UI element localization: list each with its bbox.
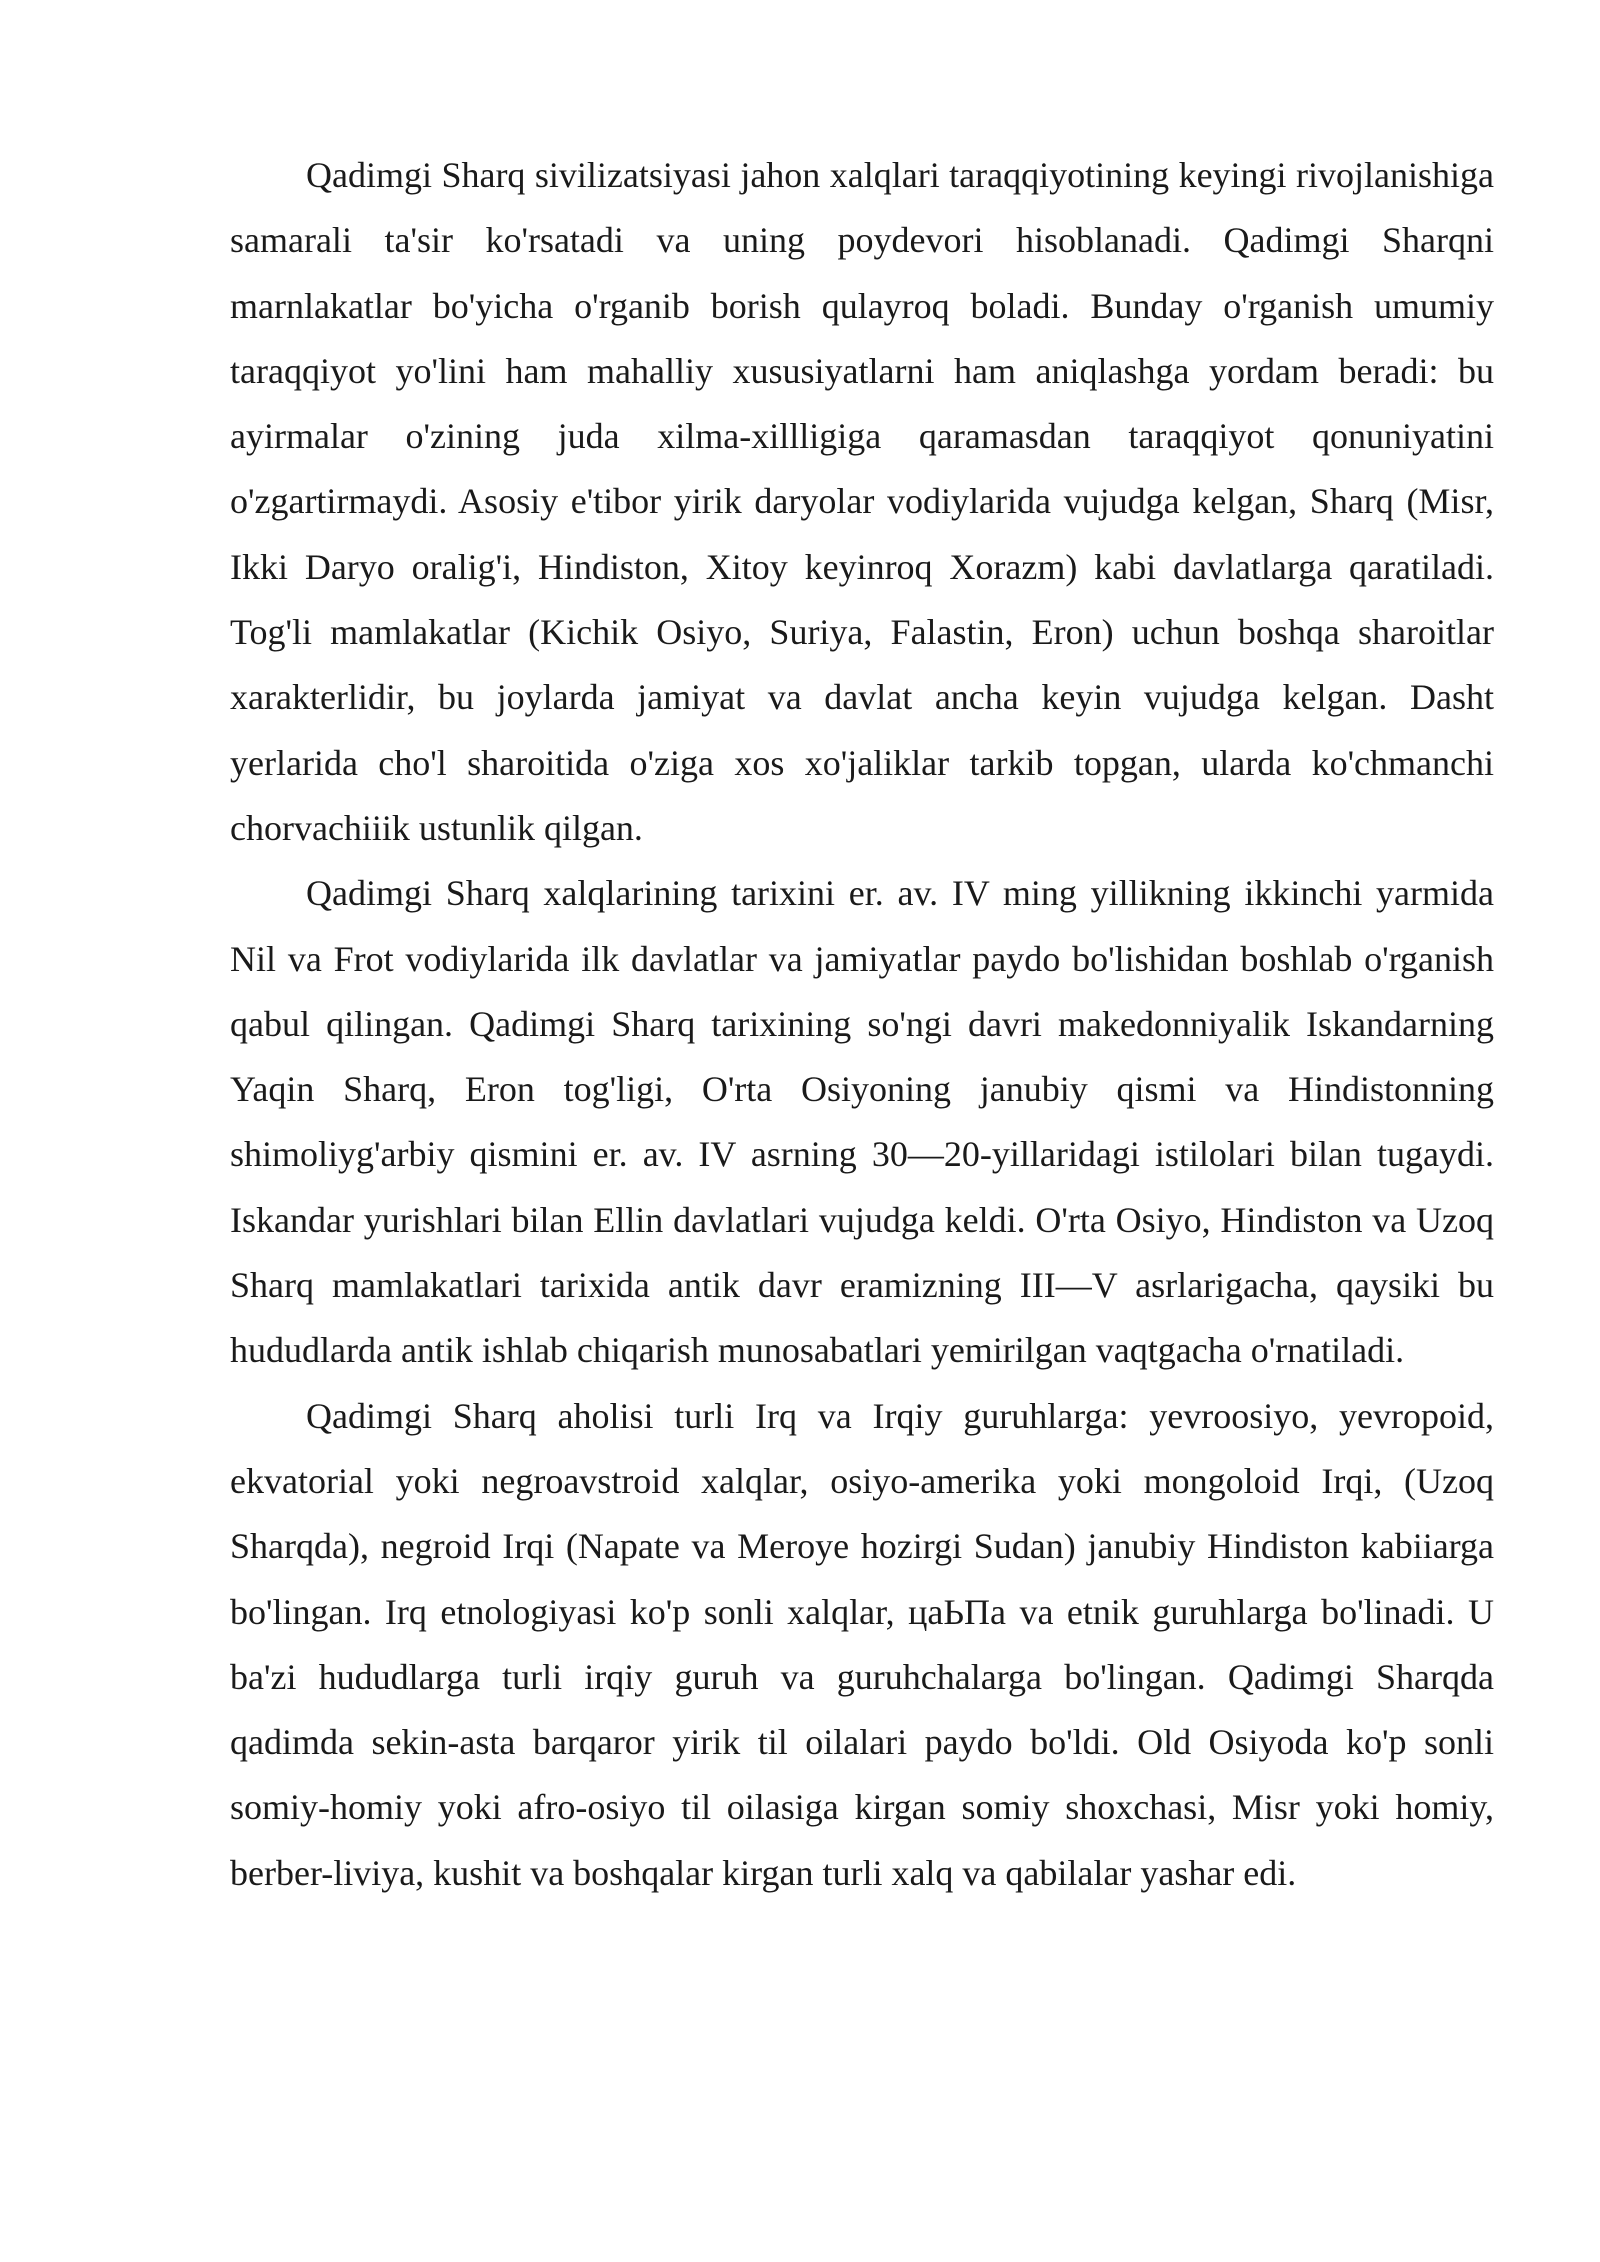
paragraph-2: Qadimgi Sharq xalqlarining tarixini er. av. IV ming yillikning ikkinchi yarmida Nil va Frot vodiylarida ilk davlatlar va jamiyatlar paydo bo'lishidan boshlab o'rganish qabul qilingan. Qadimgi Sharq tarixining so'ngi davri makedonniyalik Iskandarning Yaqin Sharq, Eron tog'ligi, O'rta Osiyoning janubiy qismi va Hindistonning shimoliyg'arbiy qismini er. av. IV asrning 30—20-yillaridagi istilolari bilan tugaydi. Iskandar yurishlari bilan Ellin davlatlari vujudga keldi. O'rta Osiyo, Hindiston va Uzoq Sharq mamlakatlari tarixida antik davr eramizning III—V asrlarigacha, qaysiki bu hududlarda antik ishlab chiqarish munosabatlari yemirilgan vaqtgacha o'rnatiladi. (230, 873, 1494, 1371)
paragraph-3: Qadimgi Sharq aholisi turli Irq va Irqiy guruhlarga: yevroosiyo, yevropoid, ekvatorial yoki negroavstroid xalqlar, osiyo-amerika yoki mongoloid Irqi, (Uzoq Sharqda), negroid Irqi (Napate va Meroye hozirgi Sudan) janubiy Hindiston kabiiarga bo'lingan. Irq etnologiyasi ko'p sonli xalqlar, цаЬПа va etnik guruhlarga bo'linadi. U ba'zi hududlarga turli irqiy guruh va guruhchalarga bo'lingan. Qadimgi Sharqda qadimda sekin-asta barqaror yirik til oilalari paydo bo'ldi. Old Osiyoda ko'p sonli somiy-homiy yoki afro-osiyo til oilasiga kirgan somiy shoxchasi, Misr yoki homiy, berber-liviya, kushit va boshqalar kirgan turli xalq va qabilalar yashar edi. (230, 1395, 1494, 1893)
paragraph-1: Qadimgi Sharq sivilizatsiyasi jahon xalqlari taraqqiyotining keyingi rivojlanishiga samarali ta'sir ko'rsatadi va uning poydevori hisoblanadi. Qadimgi Sharqni marnlakatlar bo'yicha o'rganib borish qulayroq boladi. Bunday o'rganish umumiy taraqqiyot yo'lini ham mahalliy xususiyatlarni ham aniqlashga yordam beradi: bu ayirmalar o'zining juda xilma-xillligiga qaramasdan taraqqiyot qonuniyatini o'zgartirmaydi. Asosiy e'tibor yirik daryolar vodiylarida vujudga kelgan, Sharq (Misr, Ikki Daryo oralig'i, Hindiston, Xitoy keyinroq Xorazm) kabi davlatlarga qaratiladi. Tog'li mamlakatlar (Kichik Osiyo, Suriya, Falastin, Eron) uchun boshqa sharoitlar xarakterlidir, bu joylarda jamiyat va davlat ancha keyin vujudga kelgan. Dasht yerlarida cho'l sharoitida o'ziga xos xo'jaliklar tarkib topgan, ularda ko'chmanchi chorvachiiik ustunlik qilgan. (230, 155, 1494, 848)
document-body (230, 143, 1494, 1906)
